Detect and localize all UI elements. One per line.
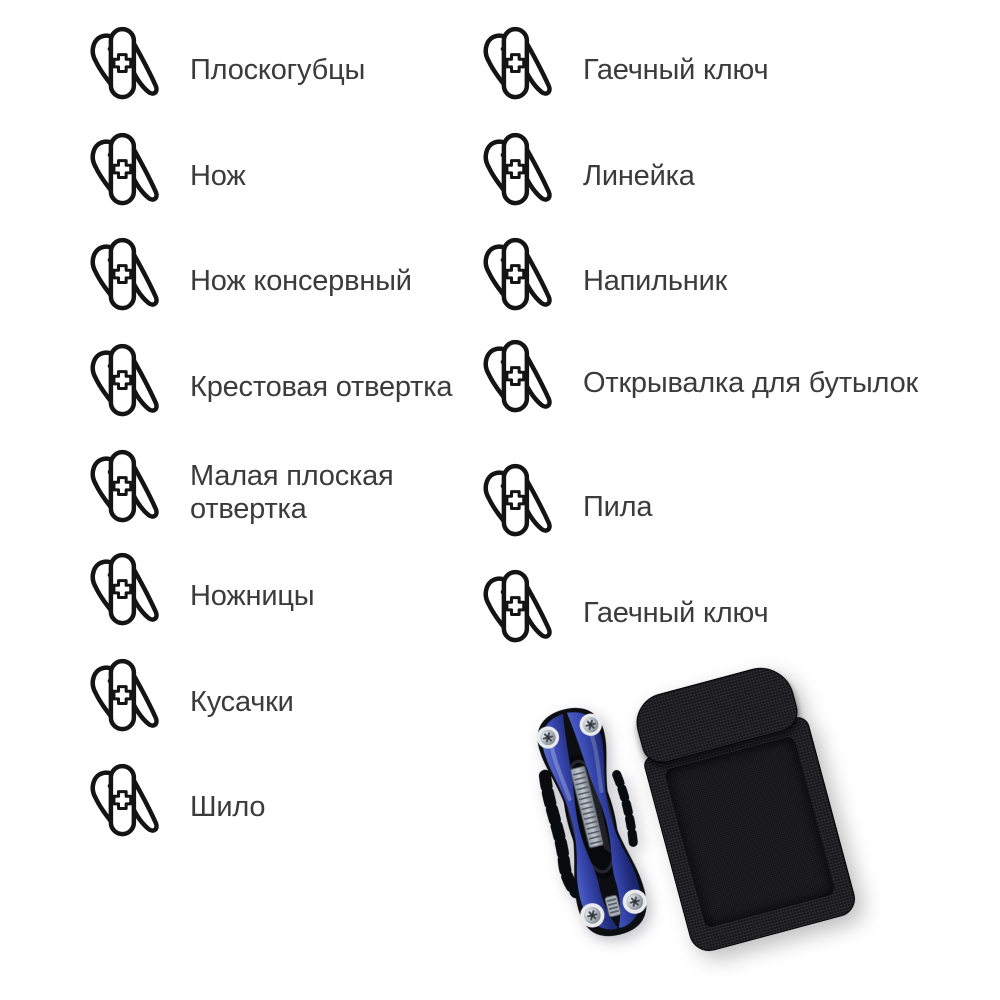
feature-item <box>84 132 246 220</box>
feature-item <box>84 237 412 325</box>
feature-item <box>84 449 470 537</box>
feature-item <box>477 569 768 657</box>
feature-item <box>477 132 695 220</box>
swiss-knife-icon <box>84 26 172 114</box>
feature-item <box>477 237 727 325</box>
swiss-knife-icon <box>84 552 172 640</box>
feature-label: Кусачки <box>190 685 294 718</box>
feature-item <box>84 26 365 114</box>
pouch-flap <box>630 660 802 767</box>
swiss-knife-icon <box>84 449 172 537</box>
swiss-knife-icon <box>84 237 172 325</box>
feature-label: Ножницы <box>190 579 315 612</box>
feature-label: Нож консервный <box>190 264 412 297</box>
feature-item <box>477 26 768 114</box>
swiss-knife-icon <box>477 26 565 114</box>
feature-item <box>84 552 314 640</box>
pouch-body <box>642 714 859 955</box>
swiss-knife-icon <box>84 658 172 746</box>
feature-item <box>477 463 652 551</box>
swiss-knife-icon <box>84 343 172 431</box>
pouch-front-panel <box>664 736 836 929</box>
feature-label: Малая плоская отвертка <box>190 460 394 525</box>
feature-label: Нож <box>190 159 246 192</box>
swiss-knife-icon <box>477 339 565 427</box>
swiss-knife-icon <box>477 463 565 551</box>
swiss-knife-icon <box>477 569 565 657</box>
feature-item <box>477 339 918 427</box>
feature-item <box>84 343 452 431</box>
swiss-knife-icon <box>84 132 172 220</box>
feature-label: Линейка <box>583 159 695 192</box>
feature-label: Крестовая отвертка <box>190 370 453 403</box>
feature-label: Шило <box>190 790 266 823</box>
swiss-knife-icon <box>477 237 565 325</box>
multitool-image <box>509 693 675 951</box>
swiss-knife-icon <box>84 763 172 851</box>
feature-item <box>84 763 265 851</box>
feature-label: Гаечный ключ <box>583 53 769 86</box>
feature-label: Гаечный ключ <box>583 596 769 629</box>
feature-label: Напильник <box>583 264 728 297</box>
feature-label: Плоскогубцы <box>190 53 366 86</box>
feature-label: Открывалка для бутылок <box>583 366 919 399</box>
swiss-knife-icon <box>477 132 565 220</box>
pouch-image <box>627 658 859 955</box>
feature-label: Пила <box>583 490 653 523</box>
feature-item <box>84 658 294 746</box>
